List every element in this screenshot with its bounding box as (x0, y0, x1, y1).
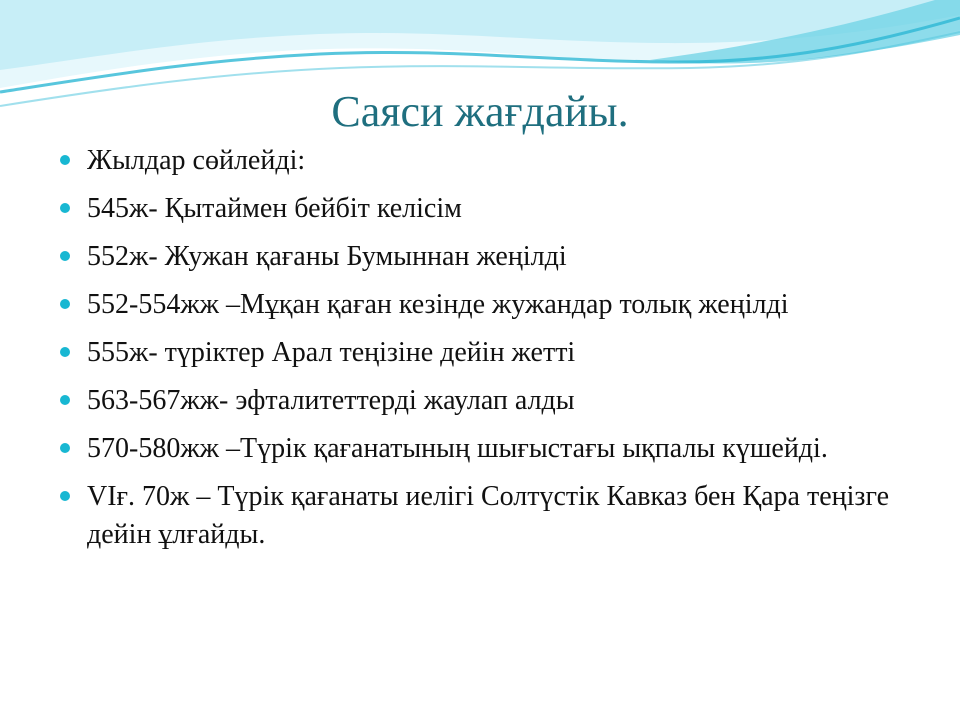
bullet-icon (60, 251, 70, 261)
list-item (60, 334, 920, 372)
bullet-icon (60, 395, 70, 405)
bullet-icon (60, 155, 70, 165)
bullet-list (60, 142, 920, 564)
list-item (60, 190, 920, 228)
bullet-icon (60, 203, 70, 213)
list-item-text: 545ж- Қытаймен бейбіт келісім (87, 193, 462, 224)
list-item-text: 555ж- түріктер Арал теңізіне дейін жетті (87, 337, 576, 368)
list-item-text: Жылдар сөйлейді: (87, 145, 306, 176)
list-item (60, 430, 920, 468)
bullet-icon (60, 299, 70, 309)
list-item (60, 238, 920, 276)
bullet-icon (60, 347, 70, 357)
list-item-text: 563-567жж- эфталитеттерді жаулап алды (87, 385, 575, 416)
list-item (60, 142, 920, 180)
list-item-text: 570-580жж –Түрік қағанатының шығыстағы ықпалы күшейді. (87, 433, 828, 464)
bullet-icon (60, 443, 70, 453)
list-item-text: 552-554жж –Мұқан қаған кезінде жужандар толық жеңілді (87, 289, 789, 320)
list-item-text: 552ж- Жужан қағаны Бумыннан жеңілді (87, 241, 567, 272)
list-item-text: VIғ. 70ж – Түрік қағанаты иелігі Солтүстік Кавказ бен Қара теңізге дейін ұлғайды. (87, 481, 890, 550)
slide-title: Саяси жағдайы. (331, 87, 629, 136)
list-item (60, 286, 920, 324)
list-item (60, 382, 920, 420)
list-item (60, 478, 920, 554)
bullet-icon (60, 491, 70, 501)
